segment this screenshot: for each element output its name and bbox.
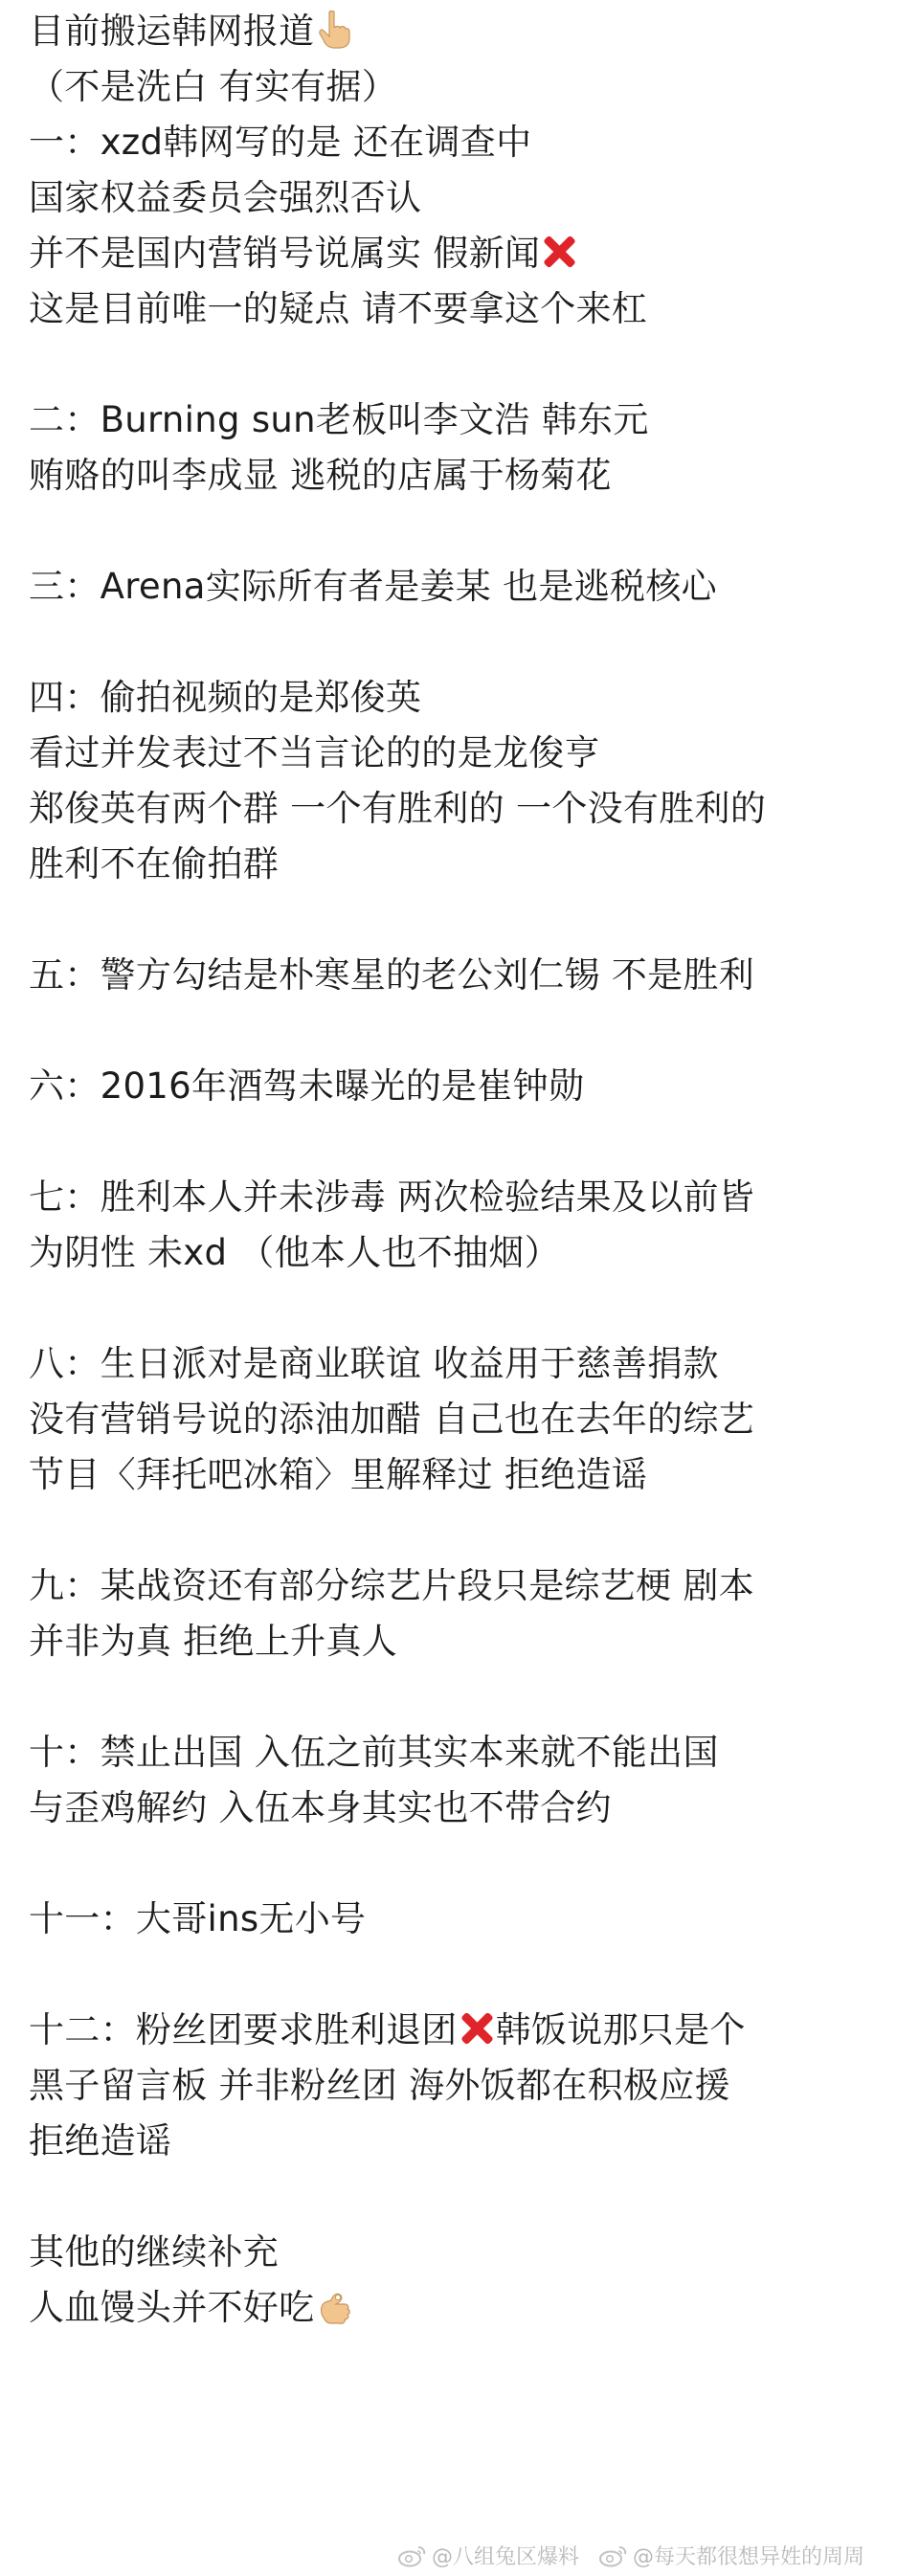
subheadline: （不是洗白 有实有据） [29, 66, 398, 107]
item-4-line-4: 胜利不在偷拍群 [29, 843, 280, 885]
item-10-line-2: 与歪鸡解约 入伍本身其实也不带合约 [29, 1787, 612, 1828]
headline [29, 4, 905, 59]
red-cross-mark-icon [542, 235, 576, 269]
item-5-line-1: 五：警方勾结是朴寒星的老公刘仁锡 不是胜利 [29, 954, 755, 996]
item-12-line-1 [29, 2003, 905, 2058]
weibo-logo-icon [598, 2544, 627, 2567]
item-7-line-1: 七：胜利本人并未涉毒 两次检验结果及以前皆 [29, 1176, 755, 1218]
spacer [29, 1836, 905, 1892]
item-2-line-1: 二：Burning sun老板叫李文浩 韩东元 [29, 399, 649, 440]
item-11-line-1: 十一：大哥ins无小号 [29, 1898, 367, 1939]
item-1-line-3 [29, 226, 905, 281]
spacer [29, 1281, 905, 1336]
item-9-line-1: 九：某战资还有部分综艺片段只是综艺梗 剧本 [29, 1565, 755, 1606]
spacer [29, 337, 905, 392]
item-9-line-2: 并非为真 拒绝上升真人 [29, 1621, 398, 1662]
closing-line-2 [29, 2280, 905, 2336]
spacer [29, 1003, 905, 1059]
ok-hand-icon [318, 2286, 354, 2341]
item-8-line-1: 八：生日派对是商业联谊 收益用于慈善捐款 [29, 1343, 719, 1384]
hand-pointing-down-icon [318, 10, 350, 65]
item-4-line-1: 四：偷拍视频的是郑俊英 [29, 677, 422, 718]
item-1-line-3-text: 并不是国内营销号说属实 假新闻 [29, 233, 541, 274]
item-2-line-2: 贿赂的叫李成显 逃税的店属于杨菊花 [29, 455, 612, 496]
spacer [29, 1503, 905, 1558]
watermark-left [397, 2541, 579, 2570]
item-1-line-4: 这是目前唯一的疑点 请不要拿这个来杠 [29, 288, 648, 329]
item-7-line-2: 为阴性 未xd （他本人也不抽烟） [29, 1232, 561, 1273]
spacer [29, 504, 905, 559]
item-12-line-1-text-a: 十二：粉丝团要求胜利退团 [29, 2009, 458, 2050]
spacer [29, 892, 905, 948]
item-8-line-2: 没有营销号说的添油加醋 自己也在去年的综艺 [29, 1399, 755, 1440]
item-3-line-1: 三：Arena实际所有者是姜某 也是逃税核心 [29, 566, 717, 607]
item-6-line-1: 六：2016年酒驾未曝光的是崔钟勋 [29, 1065, 585, 1107]
watermark-right-text: @每天都很想异姓的周周 [633, 2545, 865, 2569]
spacer [29, 1669, 905, 1725]
watermark-right [598, 2541, 864, 2570]
spacer [29, 615, 905, 670]
spacer [29, 1114, 905, 1170]
item-8-line-3: 节目〈拜托吧冰箱〉里解释过 拒绝造谣 [29, 1454, 648, 1495]
item-1-line-2: 国家权益委员会强烈否认 [29, 177, 422, 218]
item-4-line-3: 郑俊英有两个群 一个有胜利的 一个没有胜利的 [29, 788, 767, 829]
watermark-left-text: @八组兔区爆料 [432, 2545, 580, 2569]
closing-line-2-text: 人血馒头并不好吃 [29, 2287, 315, 2328]
item-4-line-2: 看过并发表过不当言论的的是龙俊亨 [29, 732, 600, 773]
spacer [29, 1947, 905, 2003]
item-1-line-1: 一：xzd韩网写的是 还在调查中 [29, 122, 532, 163]
closing-line-1: 其他的继续补充 [29, 2231, 280, 2273]
document-body [29, 4, 905, 2336]
item-10-line-1: 十：禁止出国 入伍之前其实本来就不能出国 [29, 1732, 719, 1773]
red-cross-mark-icon [460, 2011, 494, 2046]
item-12-line-1-text-b: 韩饭说那只是个 [495, 2009, 746, 2050]
weibo-logo-icon [397, 2544, 426, 2567]
item-12-line-3: 拒绝造谣 [29, 2120, 172, 2162]
spacer [29, 2169, 905, 2225]
item-12-line-2: 黑子留言板 并非粉丝团 海外饭都在积极应援 [29, 2065, 730, 2106]
headline-text: 目前搬运韩网报道 [29, 11, 315, 52]
